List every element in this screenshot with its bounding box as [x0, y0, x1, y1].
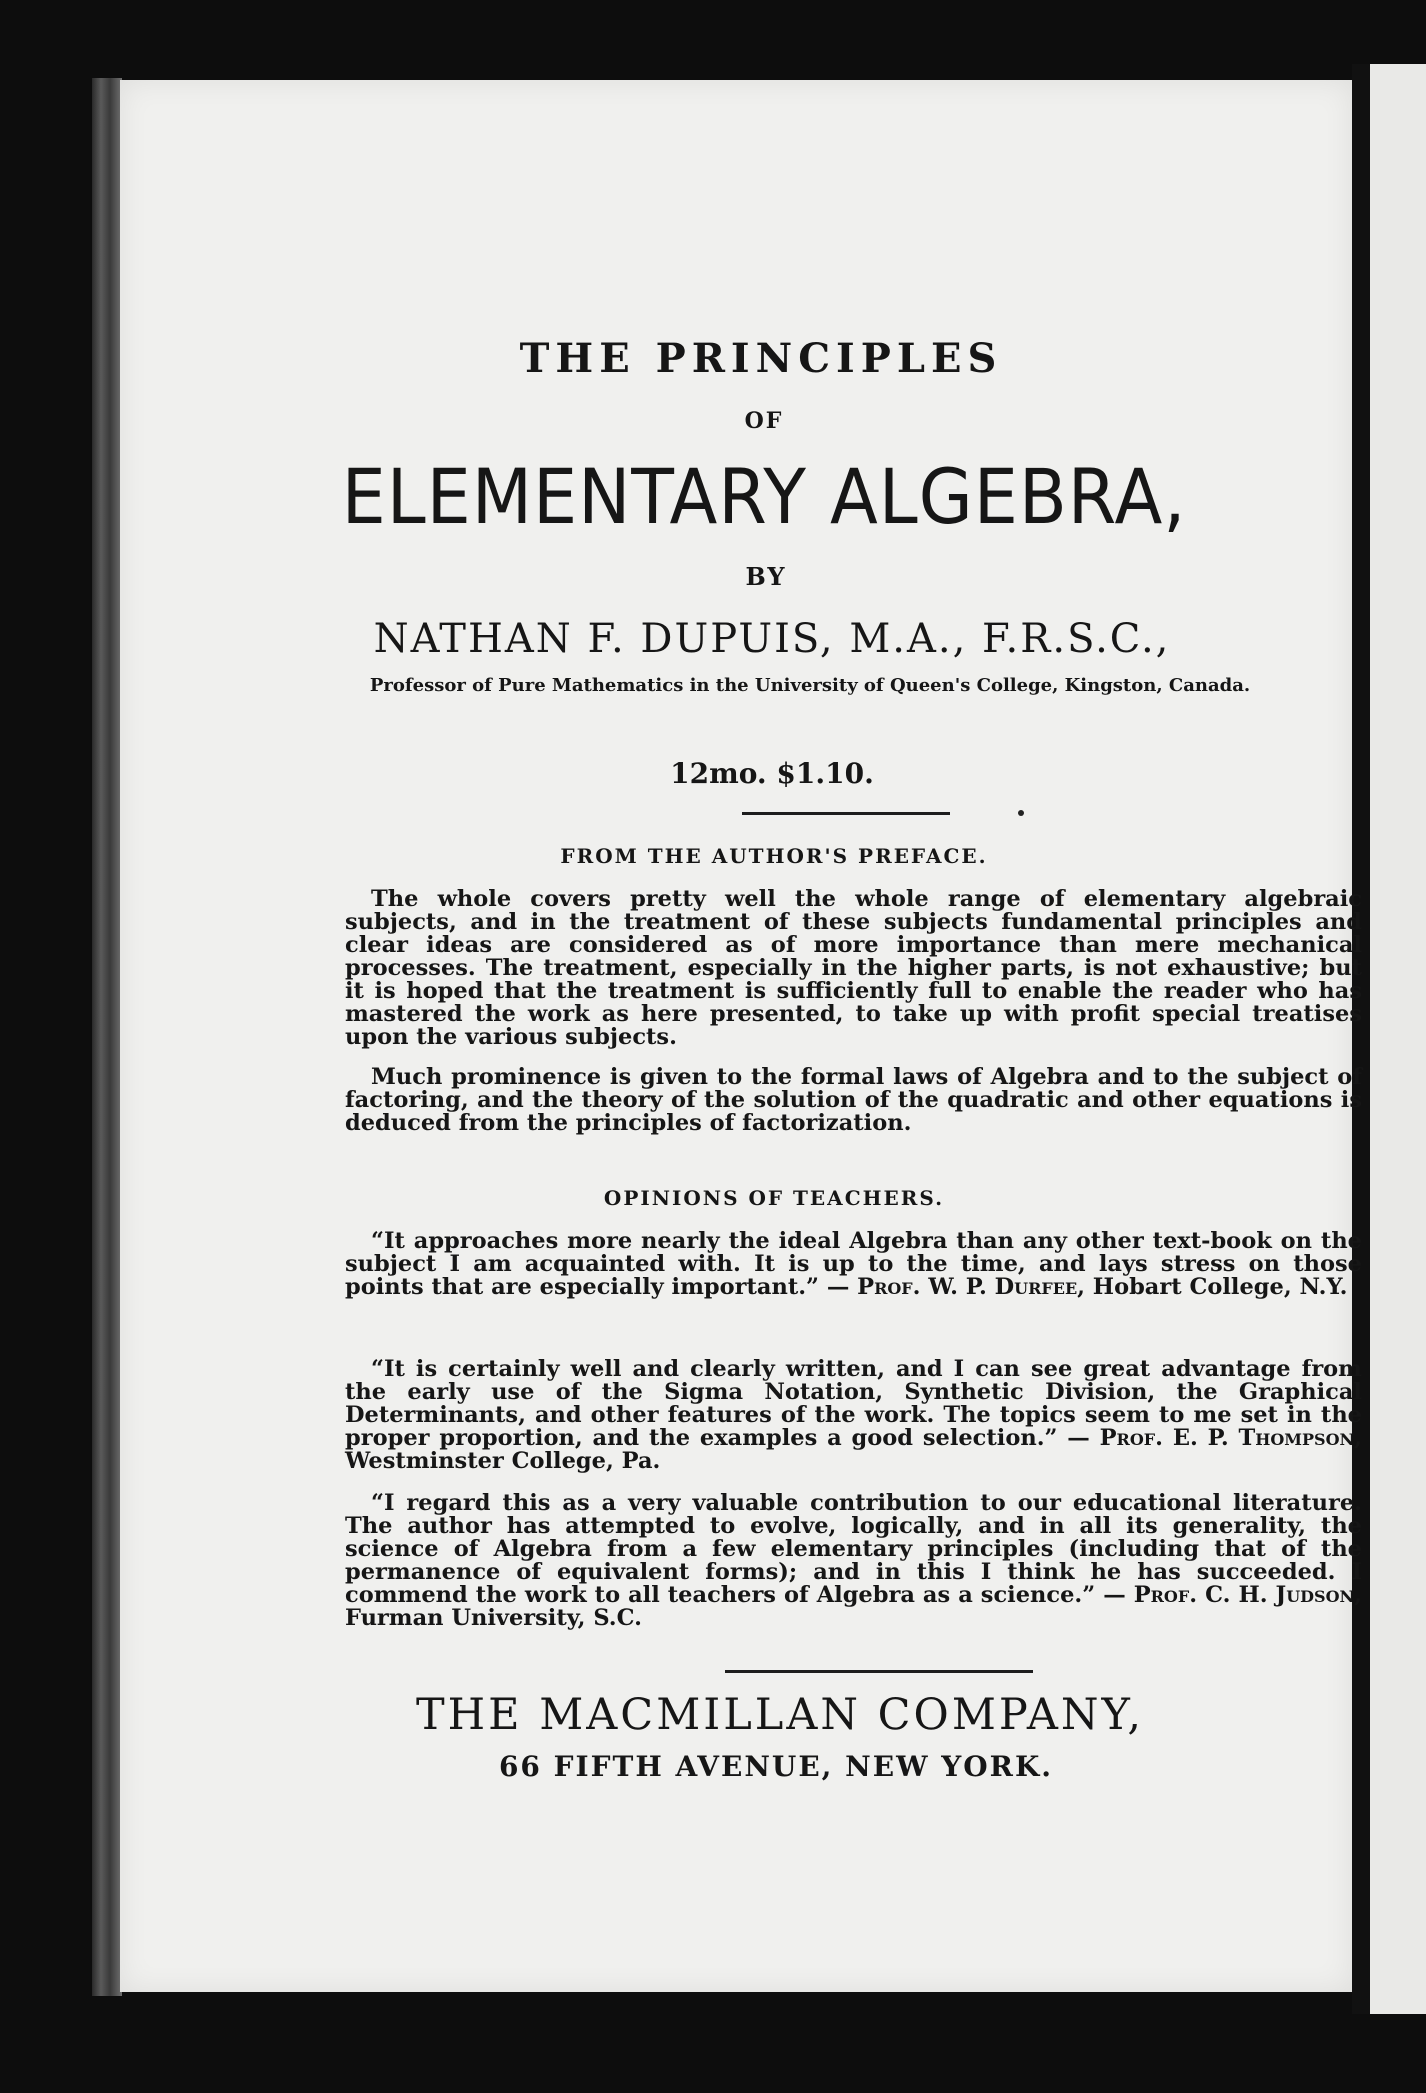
opinion-2-text: “It is certainly well and clearly written, and I can see great advantage from the early use of the Sigma Notation, Synthetic Division, the Graphical Determinants, and other features of the work. The topics seem to me set in the proper proportion, and the examples a good selection.” —	[345, 1356, 1362, 1451]
format-and-price: 12mo. $1.10.	[670, 757, 874, 790]
preface-paragraph-1: The whole covers pretty well the whole range of elementary algebraic subjects, and in the treatment of these subjects fundamental principles and clear ideas are considered as of more importance than mere mechanical processes. The treatment, especially in the higher parts, is not exhaustive; but it is hoped that the treatment is sufficiently full to enable the reader who has mastered the work as here presented, to take up with profit special treatises upon the various subjects.	[345, 886, 1362, 1050]
opinion-quote-3	[345, 1492, 1362, 1630]
ink-speck	[1018, 810, 1024, 816]
opinion-2-name: Prof. E. P. Thompson	[1099, 1425, 1355, 1451]
opinion-3-name: Prof. C. H. Judson	[1133, 1582, 1355, 1608]
binding-edge	[92, 78, 122, 1996]
opinion-quote-2	[345, 1358, 1362, 1473]
byline-label: BY	[745, 562, 787, 591]
advertisement-content	[120, 80, 1363, 1992]
opinion-1-text: “It approaches more nearly the ideal Algebra than any other text-book on the subject I am acquainted with. It is up to the time, and lays stress on those points that are especially important.” —	[345, 1228, 1362, 1300]
opinion-3-text: “I regard this as a very valuable contribution to our educational literature. The author has attempted to evolve, logically, and in all its generality, the science of Algebra from a few elementary principles (including that of the permanence of equivalent forms); and in this I think he has succeeded. I commend the work to all teachers of Algebra as a science.” —	[345, 1490, 1362, 1608]
preface-paragraph-2: Much prominence is given to the formal laws of Algebra and to the subject of factoring, and the theory of the solution of the quadratic and other equations is deduced from the principles of factorization.	[345, 1064, 1362, 1136]
opinion-1-affiliation: , Hobart College, N.Y.	[1077, 1274, 1348, 1300]
opinions-heading: OPINIONS OF TEACHERS.	[603, 1186, 945, 1210]
author-name: NATHAN F. DUPUIS, M.A., F.R.S.C.,	[373, 616, 1171, 662]
publisher-address: 66 FIFTH AVENUE, NEW YORK.	[498, 1750, 1054, 1783]
opinion-2-affiliation: , Westminster College, Pa.	[345, 1425, 1363, 1474]
divider-bottom	[725, 1670, 1033, 1673]
scanned-page	[120, 80, 1363, 1992]
opinion-3-affiliation: , Furman University, S.C.	[345, 1582, 1362, 1631]
author-position: Professor of Pure Mathematics in the University of Queen's College, Kingston, Canada.	[369, 675, 1251, 696]
divider-top	[742, 812, 950, 815]
heading-of: OF	[744, 408, 784, 434]
heading-principles: THE PRINCIPLES	[519, 335, 1003, 382]
publisher-name: THE MACMILLAN COMPANY,	[415, 1690, 1145, 1740]
book-title: ELEMENTARY ALGEBRA,	[341, 452, 1187, 541]
opinion-1-name: Prof. W. P. Durfee	[857, 1274, 1078, 1300]
opinion-quote-1	[345, 1230, 1362, 1299]
preface-heading: FROM THE AUTHOR'S PREFACE.	[560, 844, 988, 868]
